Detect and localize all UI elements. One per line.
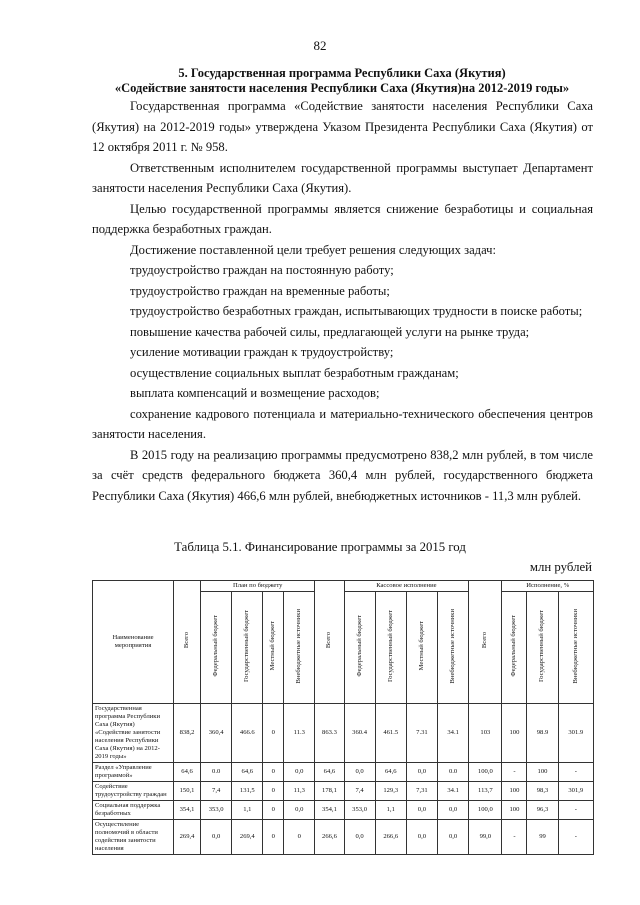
table-cell: 99,0 <box>469 820 502 855</box>
table-cell: - <box>502 763 527 782</box>
row-name: Раздел «Управление программой» <box>93 763 174 782</box>
table-cell: - <box>558 801 593 820</box>
table-cell: 0.0 <box>201 763 232 782</box>
table-cell: 178,1 <box>315 782 344 801</box>
header-exec: Исполнение, % <box>502 581 594 592</box>
header-extra: Внебюджетные источники <box>284 592 315 704</box>
heading-line-2: «Содействие занятости населения Республики Саха (Якутия)на 2012-2019 годы» <box>114 81 570 95</box>
table-row <box>93 782 594 801</box>
table-cell: 11.3 <box>284 704 315 763</box>
table-cell: 113,7 <box>469 782 502 801</box>
table-cell: 0 <box>284 820 315 855</box>
table-cell: 0,0 <box>438 820 469 855</box>
list-item: выплата компенсаций и возмещение расходов; <box>130 386 380 400</box>
header-cash-total: Всего <box>315 581 344 704</box>
paragraph: Целью государственной программы является снижение безработицы и социальная поддержка безработных граждан. <box>92 201 593 236</box>
table-cell: 98,3 <box>527 782 558 801</box>
table-cell: 838,2 <box>174 704 201 763</box>
table-cell: 0 <box>263 801 284 820</box>
list-item: трудоустройство граждан на постоянную работу; <box>130 263 394 277</box>
table-cell: 354,1 <box>174 801 201 820</box>
table-cell: 0,0 <box>406 801 437 820</box>
table-cell: 0 <box>263 820 284 855</box>
table-cell: 466.6 <box>232 704 263 763</box>
table-cell: 100,0 <box>469 801 502 820</box>
table-cell: 353,0 <box>344 801 375 820</box>
table-cell: 100 <box>502 704 527 763</box>
table-cell: 100,0 <box>469 763 502 782</box>
section-heading <box>92 66 592 96</box>
header-plan: План по бюджету <box>201 581 315 592</box>
table-cell: 34.1 <box>438 704 469 763</box>
header-local: Местный бюджет <box>406 592 437 704</box>
header-state: Государственный бюджет <box>527 592 558 704</box>
table-cell: - <box>558 763 593 782</box>
header-federal: Федеральный бюджет <box>502 592 527 704</box>
table-cell: 98.9 <box>527 704 558 763</box>
header-extra: Внебюджетные источники <box>438 592 469 704</box>
list-item: сохранение кадрового потенциала и материально-технического обеспечения центров занятости населения. <box>92 406 593 441</box>
table-row <box>93 820 594 855</box>
row-name: Государственная программа Республики Саха (Якутия) «Содействие занятости населения Республики Саха (Якутия) на 2012-2019 годы» <box>93 704 174 763</box>
table-cell: 129,3 <box>375 782 406 801</box>
table-cell: 301,9 <box>558 782 593 801</box>
table-cell: 64,6 <box>232 763 263 782</box>
table-cell: 863.3 <box>315 704 344 763</box>
table-cell: 0,0 <box>344 820 375 855</box>
header-exec-total: Всего <box>469 581 502 704</box>
header-federal: Федеральный бюджет <box>201 592 232 704</box>
paragraph: Ответственным исполнителем государственной программы выступает Департамент занятости населения Республики Саха (Якутия). <box>92 160 593 195</box>
table-cell: 64,6 <box>174 763 201 782</box>
table-cell: 7,4 <box>344 782 375 801</box>
table-body <box>93 704 594 855</box>
list-item: трудоустройство граждан на временные работы; <box>130 283 390 298</box>
table-cell: 100 <box>502 801 527 820</box>
table-cell: 150,1 <box>174 782 201 801</box>
row-name: Социальная поддержка безработных <box>93 801 174 820</box>
header-name: Наименование мероприятия <box>93 581 174 704</box>
table-cell: 1,1 <box>375 801 406 820</box>
body-text <box>92 96 593 506</box>
row-name: Содействие трудоустройству граждан <box>93 782 174 801</box>
header-state: Государственный бюджет <box>232 592 263 704</box>
table-cell: 360.4 <box>344 704 375 763</box>
table-cell: 0,0 <box>438 801 469 820</box>
table-cell: 7.31 <box>406 704 437 763</box>
table-cell: 64,6 <box>375 763 406 782</box>
header-extra: Внебюджетные источники <box>558 592 593 704</box>
table-cell: 0 <box>263 704 284 763</box>
financing-table <box>92 580 594 855</box>
table-row <box>93 704 594 763</box>
table-cell: 7,4 <box>201 782 232 801</box>
table-cell: 0,0 <box>344 763 375 782</box>
table-cell: 353,0 <box>201 801 232 820</box>
paragraph: В 2015 году на реализацию программы предусмотрено 838,2 млн рублей, в том числе за счёт средств федерального бюджета 360,4 млн рублей, государственного бюджета Республики Саха (Якутия) 466,6 млн рублей, внебюджетных источников - 11,3 млн рублей. <box>92 447 593 503</box>
table-cell: 1,1 <box>232 801 263 820</box>
table-cell: 0,0 <box>406 763 437 782</box>
table-cell: 99 <box>527 820 558 855</box>
table-cell: 96,3 <box>527 801 558 820</box>
table-cell: 131,5 <box>232 782 263 801</box>
table-row <box>93 801 594 820</box>
table-cell: 0.0 <box>438 763 469 782</box>
table-cell: 34.1 <box>438 782 469 801</box>
table-cell: 11,3 <box>284 782 315 801</box>
header-plan-total: Всего <box>174 581 201 704</box>
list-item: повышение качества рабочей силы, предлагающей услуги на рынке труда; <box>130 324 530 339</box>
table-cell: 100 <box>502 782 527 801</box>
table-cell: - <box>558 820 593 855</box>
table-cell: 0 <box>263 782 284 801</box>
table-cell: 354,1 <box>315 801 344 820</box>
header-federal: Федеральный бюджет <box>344 592 375 704</box>
table-cell: - <box>502 820 527 855</box>
table-cell: 0 <box>263 763 284 782</box>
paragraph: Государственная программа «Содействие занятости населения Республики Саха (Якутия) на 2012-2019 годы» утверждена Указом Президента Республики Саха (Якутия) от 12 октября 2011 г. № 958. <box>92 99 593 154</box>
table-cell: 301.9 <box>558 704 593 763</box>
table-cell: 269,4 <box>174 820 201 855</box>
list-item: осуществление социальных выплат безработным гражданам; <box>130 365 459 380</box>
table-cell: 100 <box>527 763 558 782</box>
list-item: усиление мотивации граждан к трудоустройству; <box>130 345 394 359</box>
table-row <box>93 763 594 782</box>
page-number: 82 <box>313 38 327 53</box>
table-cell: 266,6 <box>315 820 344 855</box>
table-cell: 266,6 <box>375 820 406 855</box>
row-name: Осуществление полномочий в области содействия занятости населения <box>93 820 174 855</box>
table-cell: 461.5 <box>375 704 406 763</box>
table-cell: 0,0 <box>284 763 315 782</box>
table-cell: 269,4 <box>232 820 263 855</box>
paragraph: Достижение поставленной цели требует решения следующих задач: <box>130 242 497 257</box>
heading-line-1: 5. Государственная программа Республики Саха (Якутия) <box>178 66 506 80</box>
table-cell: 7,31 <box>406 782 437 801</box>
header-state: Государственный бюджет <box>375 592 406 704</box>
table-title: Таблица 5.1. Финансирование программы за 2015 год <box>174 540 466 554</box>
table-unit: млн рублей <box>529 560 592 574</box>
table-cell: 0,0 <box>406 820 437 855</box>
header-local: Местный бюджет <box>263 592 284 704</box>
table-cell: 360,4 <box>201 704 232 763</box>
table-cell: 0,0 <box>284 801 315 820</box>
table-cell: 64,6 <box>315 763 344 782</box>
table-cell: 103 <box>469 704 502 763</box>
header-cash: Кассовое исполнение <box>344 581 469 592</box>
table-cell: 0,0 <box>201 820 232 855</box>
list-item: трудоустройство безработных граждан, испытывающих трудности в поиске работы; <box>130 304 583 318</box>
table-header-row <box>93 581 594 592</box>
